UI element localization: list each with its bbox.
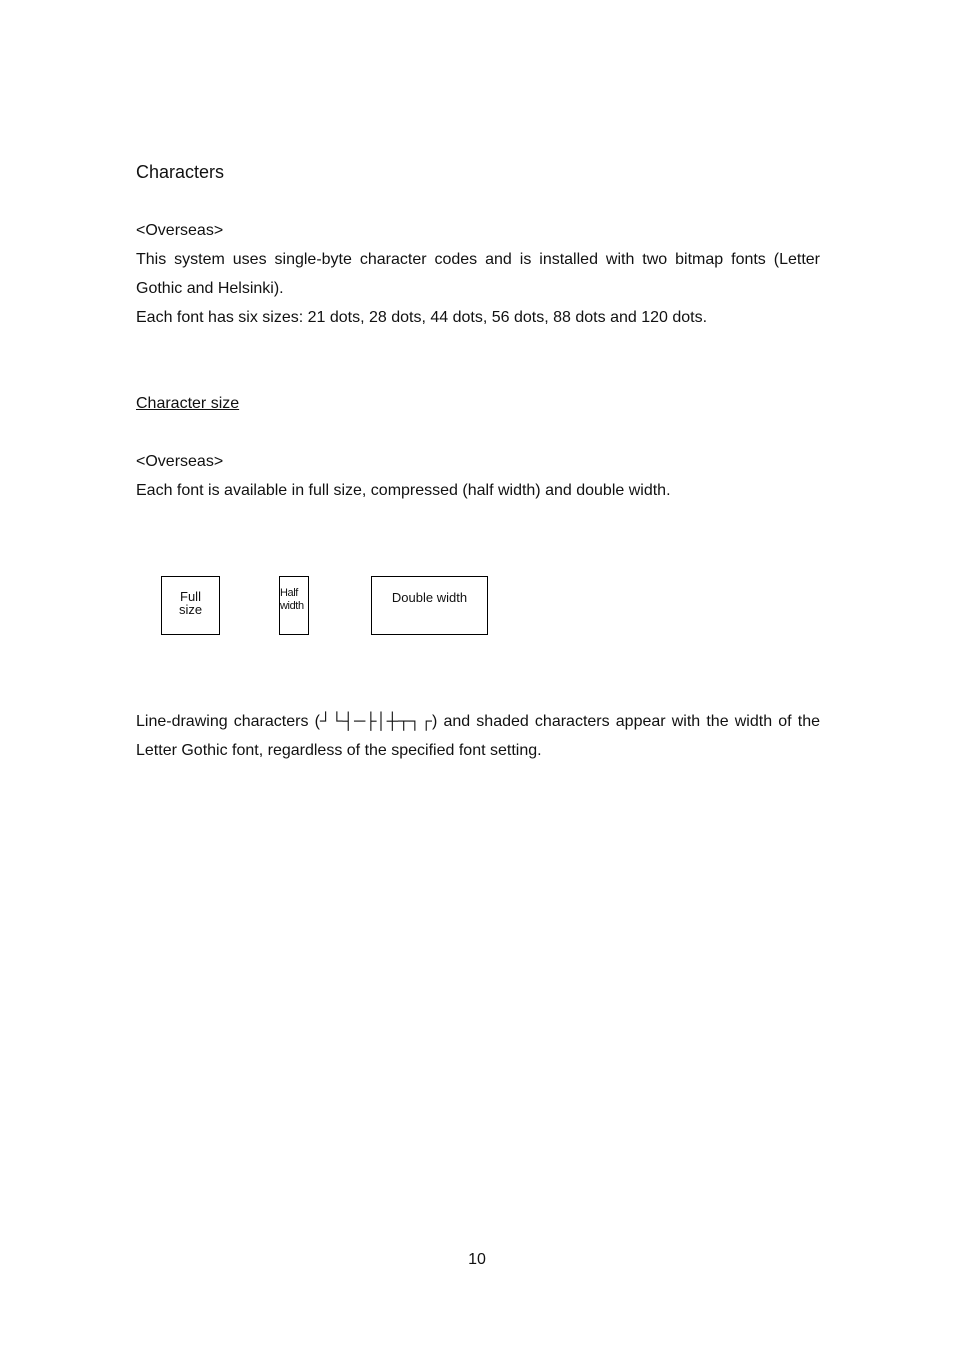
double-width-box	[371, 576, 488, 635]
half-width-box	[279, 576, 309, 635]
full-size-box	[161, 576, 220, 635]
line-drawing-paragraph: Line-drawing characters (┘└┤─├│┼┬┐┌) and shaded characters appear with the width of the Letter Gothic font, regardless of the specified font setting.	[136, 713, 820, 759]
sizes-paragraph: Each font has six sizes: 21 dots, 28 dots, 44 dots, 56 dots, 88 dots and 120 dots.	[136, 309, 708, 326]
section-title: Characters	[136, 162, 225, 182]
full-size-label: Full size	[178, 589, 203, 617]
overseas-label-2: <Overseas>	[136, 453, 224, 470]
page-number: 10	[468, 1251, 486, 1268]
width-paragraph: Each font is available in full size, compressed (half width) and double width.	[136, 482, 671, 499]
character-size-heading: Character size	[136, 395, 240, 412]
double-width-label: Double width	[391, 590, 468, 605]
fonts-paragraph: This system uses single-byte character codes and is installed with two bitmap fonts (Letter Gothic and Helsinki).	[136, 251, 820, 297]
overseas-label-1: <Overseas>	[136, 222, 224, 239]
half-width-label: Half width	[280, 587, 304, 612]
